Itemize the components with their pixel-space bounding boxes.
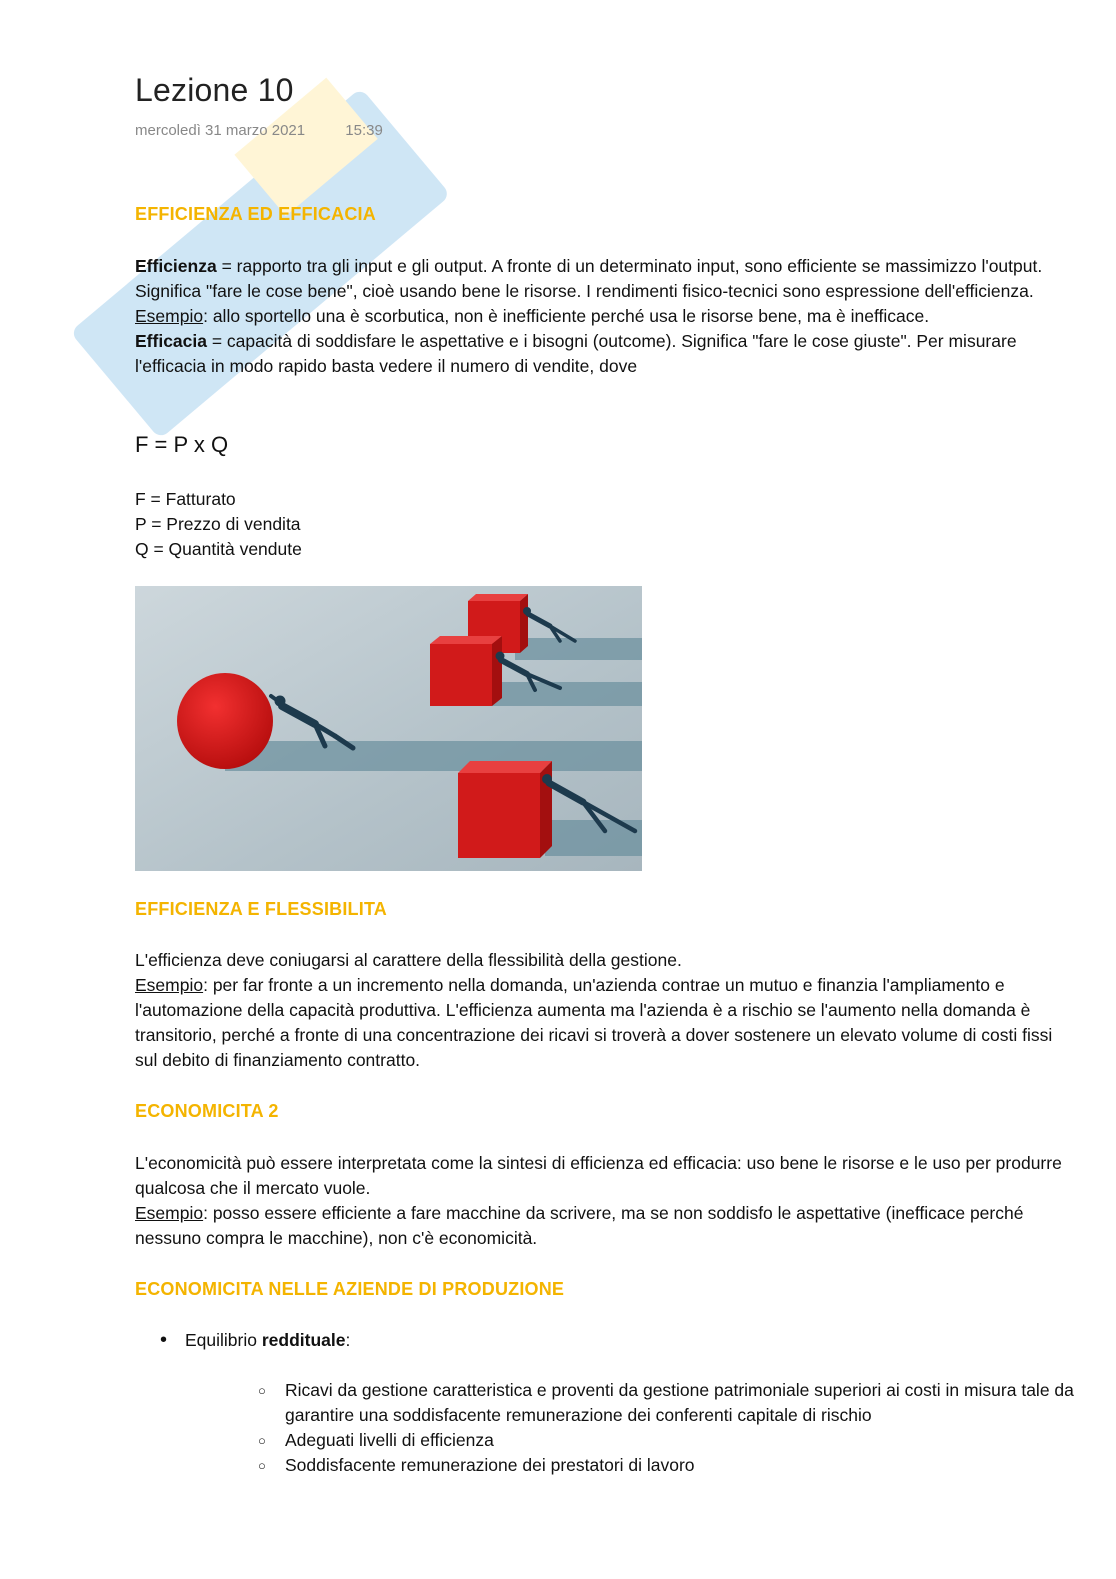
track-shadow (225, 741, 642, 771)
definition-item: P = Prezzo di vendita (135, 514, 301, 534)
sub-list (185, 1378, 1074, 1478)
paragraph-economicita (135, 1151, 1070, 1251)
label-esempio: Esempio (135, 306, 204, 326)
bullet-text: Equilibrio (185, 1330, 262, 1350)
list-item (135, 1328, 1074, 1478)
section-heading-efficienza-flessibilita: EFFICIENZA E FLESSIBILITA (135, 899, 387, 919)
pushing-shapes-illustration (135, 586, 642, 871)
text-efficienza: = rapporto tra gli input e gli output. A fronte di un determinato input, sono efficiente se massimizzo l'output. Significa "fare le cose bene", cioè usando bene le risorse. I rendimenti fisico-tecnici sono espressione dell'efficienza. (135, 256, 1043, 301)
sub-list-item: ○ Soddisfacente remunerazione dei prestatori di lavoro (185, 1453, 1116, 1478)
red-cube-middle (430, 636, 502, 706)
page-date: mercoledì 31 marzo 2021 (135, 122, 306, 139)
track-shadow (515, 638, 642, 660)
page-time: 15:39 (345, 122, 383, 139)
red-sphere (177, 673, 273, 769)
page-title: Lezione 10 (135, 72, 294, 108)
label-esempio: Esempio (135, 1203, 204, 1223)
term-efficienza: Efficienza (135, 256, 217, 276)
bullet-bold: reddituale (261, 1330, 346, 1350)
label-esempio: Esempio (135, 975, 204, 995)
section-heading-economicita-produzione: ECONOMICITA NELLE AZIENDE DI PRODUZIONE (135, 1279, 565, 1299)
sub-list-item: ○ Adeguati livelli di efficienza (185, 1428, 1116, 1453)
red-cube-large (458, 761, 552, 858)
text-esempio: : posso essere efficiente a fare macchine da scrivere, ma se non soddisfo le aspettative (inefficace perché nessuno compra le macchine), non c'è economicità. (135, 1203, 1024, 1248)
term-efficacia: Efficacia (135, 331, 207, 351)
section-heading-efficienza-efficacia: EFFICIENZA ED EFFICACIA (135, 204, 376, 224)
paragraph-efficienza (135, 254, 1070, 379)
text-economicita: L'economicità può essere interpretata come la sintesi di efficienza ed efficacia: uso bene le risorse e le uso per produrre qualcosa che il mercato vuole. (135, 1153, 1062, 1198)
text-efficacia: = capacità di soddisfare le aspettative e i bisogni (outcome). Significa "fare le cose giuste". Per misurare l'efficacia in modo rapido basta vedere il numero di vendite, dove (135, 331, 1017, 376)
paragraph-flessibilita (135, 948, 1070, 1073)
track-shadow (485, 682, 642, 706)
definition-item: F = Fatturato (135, 489, 236, 509)
definition-item: Q = Quantità vendute (135, 539, 302, 559)
page-meta (135, 122, 383, 139)
definition-list (135, 487, 302, 562)
bullet-suffix: : (345, 1330, 351, 1350)
text-flessibilita: L'efficienza deve coniugarsi al carattere della flessibilità della gestione. (135, 950, 682, 970)
section-heading-economicita-2: ECONOMICITA 2 (135, 1101, 279, 1121)
bullet-list (135, 1328, 1074, 1478)
text-esempio: : per far fronte a un incremento nella domanda, un'azienda contrae un mutuo e finanzia l'ampliamento e l'automazione della capacità produttiva. L'efficienza aumenta ma l'azienda è a rischio se l'aumento nella domanda è transitorio, perché a fronte di una concentrazione dei ricavi si troverà a dover sostenere un elevato volume di costi fissi sul debito di finanziamento contratto. (135, 975, 1053, 1070)
text-esempio: : allo sportello una è scorbutica, non è inefficiente perché usa le risorse bene, ma è inefficace. (203, 306, 930, 326)
sub-list-item: ○ Ricavi da gestione caratteristica e proventi da gestione patrimoniale superiori ai costi in misura tale da garantire una soddisfacente remunerazione dei conferenti capitale di rischio (185, 1378, 1116, 1428)
formula: F = P x Q (135, 432, 229, 457)
